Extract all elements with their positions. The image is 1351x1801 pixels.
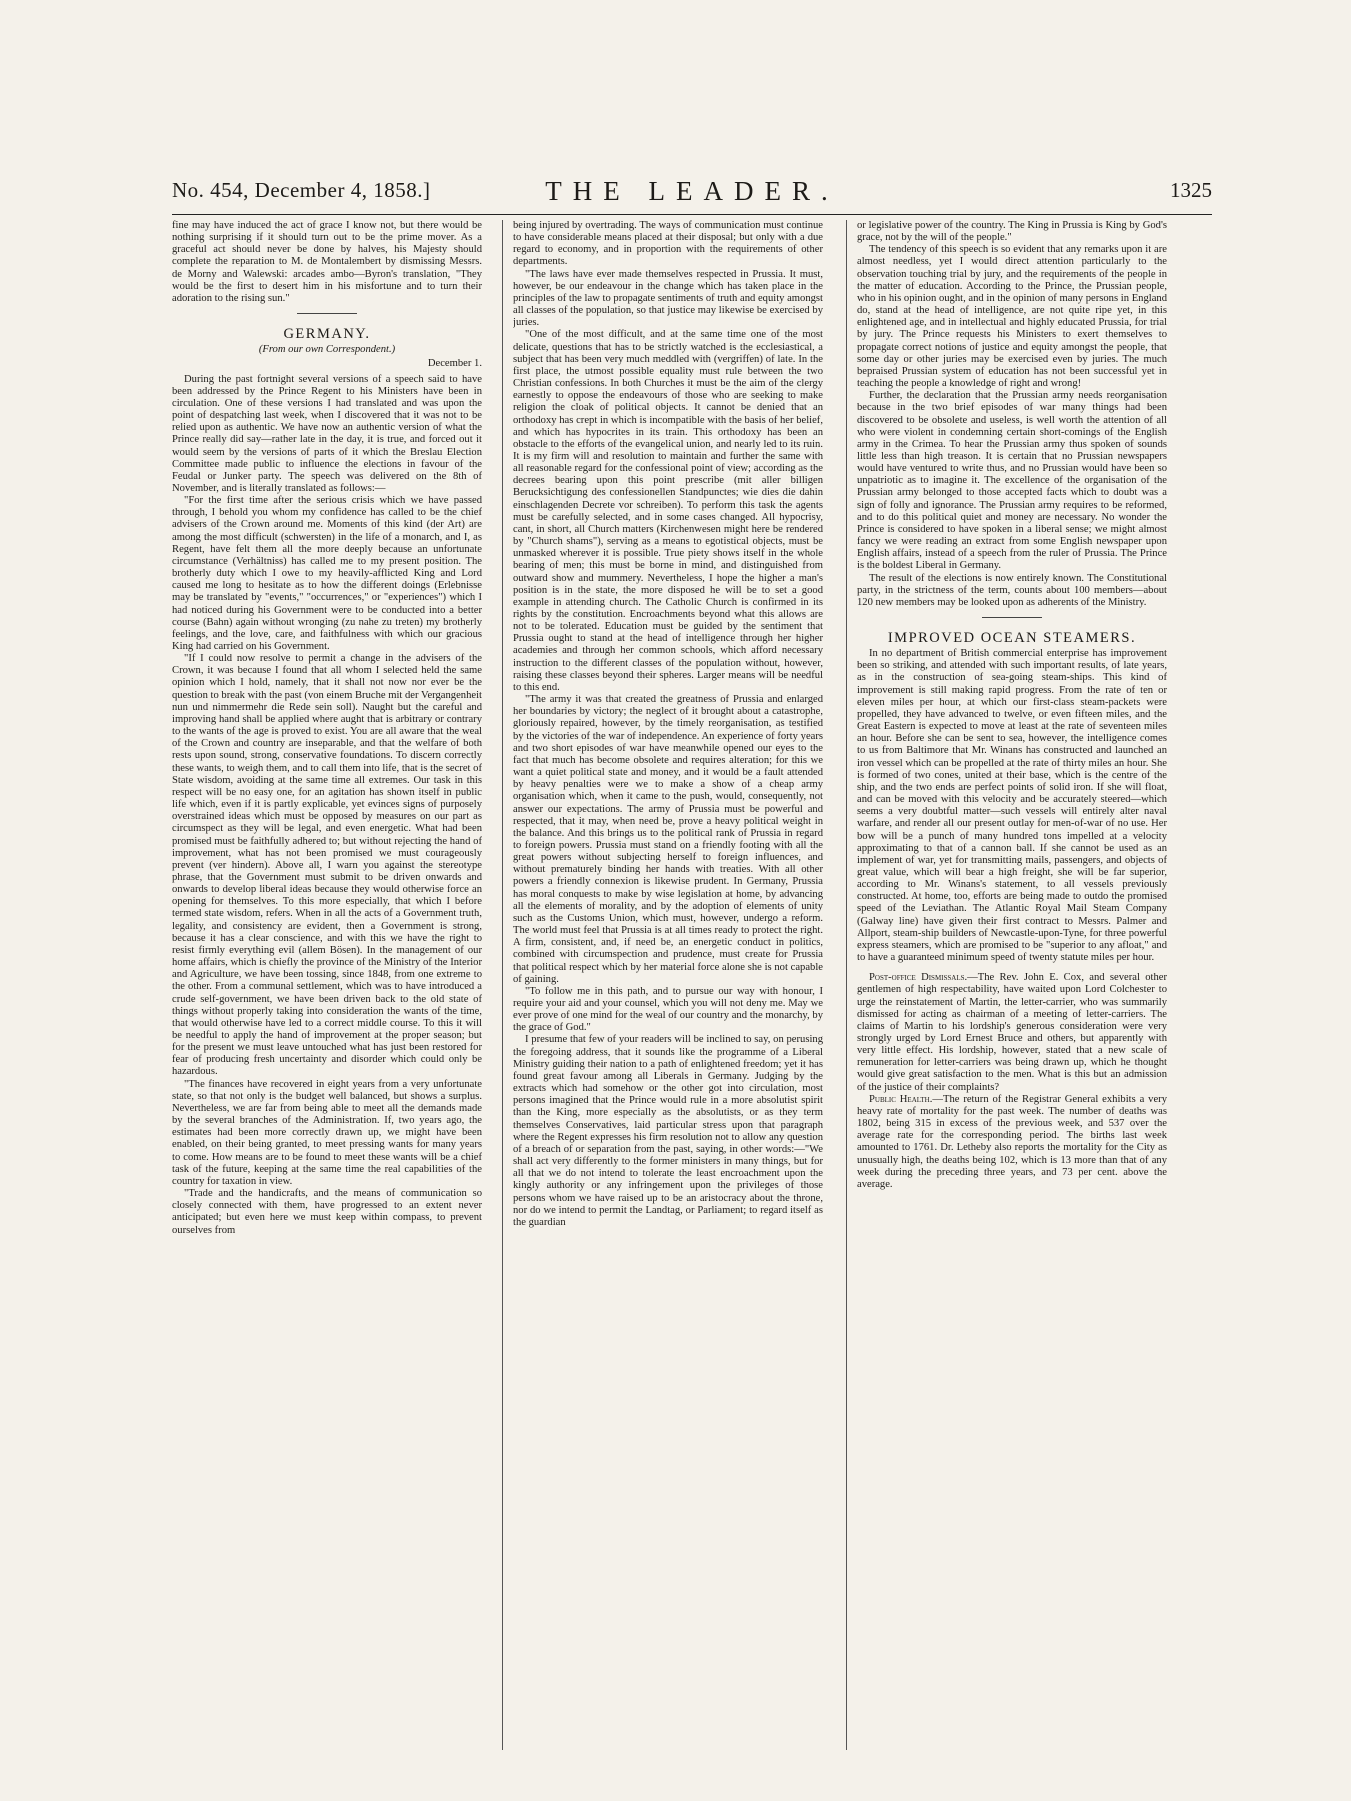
section-divider <box>297 313 357 314</box>
column-rule <box>502 220 503 1750</box>
article-paragraph: In no department of British commercial enterprise has improvement been so striking, and attended with such important results, of late years, as in the construction of sea-going steam-ships. This kind of improvement is still making rapid progress. From the rate of ten or eleven miles per hour, at which our first-class steam-packets were propelled, they have advanced to twelve, or even fifteen miles, and the Great Eastern is expected to move at least at the rate of seventeen miles an hour. Before she can be sent to sea, however, the intelligence comes to us from Baltimore that Mr. Winans has constructed and launched an iron vessel which can be propelled at the rate of thirty miles an hour. She is formed of two cones, united at their base, which is the centre of the ship, and the two ends are perfect points of solid iron. If she will float, and can be moved with this velocity and be accurately steered—which seems a very doubtful matter—such vessels will entirely alter naval warfare, and render all our present outlay for men-of-war of no use. Her bow will be a punch of many hundred tons impelled at a velocity approximating to that of a cannon ball. If she cannot be used as an implement of war, yet for transmitting mails, passengers, and objects of great value, which will bear a high freight, she will be far superior, according to Mr. Winans's statement, to all vessels previously constructed. At home, too, efforts are being made to outdo the promised speed of the Leviathan. The Atlantic Royal Mail Steam Company (Galway line) have given their first contract to Messrs. Palmer and Allport, steam-ship builders of Newcastle-upon-Tyne, for three powerful express steamers, which are promised to be "superior to any afloat," and to have a guaranteed minimum speed of twenty statute miles per hour. <box>857 648 1167 964</box>
news-item-lead: Public Health. <box>869 1093 933 1105</box>
germany-date: December 1. <box>427 358 482 370</box>
article-paragraph: "For the first time after the serious crisis which we have passed through, I behold you whom my confidence has called to be the chief advisers of the Crown around me. Moments of this kind (der Art) are among the most difficult (schwersten) in the life of a monarch, and I, as Regent, have felt them all the more deeply because an unfortunate circumstance (Verhältniss) has called me to my present position. The brotherly duty which I owe to my heavily-afflicted King and Lord caused me long to hesitate as to how the different doings (Erlebnisse may be translated by "events," "occurrences," or "experiences") which I had noticed during his Government were to be conducted into a better course (Bahn) again without wronging (zu nahe zu treten) my brotherly feelings, and the love, care, and faithfulness with which our gracious King had carried on his Government. <box>172 495 482 652</box>
article-paragraph: Further, the declaration that the Prussian army needs reorganisation because in the two brief episodes of war many things had been discovered to be obsolete and useless, is well worth the attention of all who were violent in condemning certain short-comings of the English army in the Crimea. To hear the Prussian army thus spoken of sounds little less than high treason. It is certain that no Prussian newspapers would have ventured to write thus, and no Prussian would have been so unpatriotic as to imagine it. The excellence of the organisation of the Prussian army belonged to those accepted facts which to doubt was a sign of folly and ignorance. The Prussian army requires to be reformed, and to do this political quiet and money are necessary. No wonder the Prince is considered to have spoken in a liberal sense; we might almost fancy we were reading an extract from some English newspaper upon English affairs, instead of a speech from the ruler of Prussia. The Prince is the boldest Liberal in Germany. <box>857 390 1167 572</box>
germany-heading: GERMANY. <box>283 326 371 343</box>
news-item-body: —The return of the Registrar General exhibits a very heavy rate of mortality for the past week. The number of deaths was 1802, being 315 in excess of the previous week, and 537 over the average rate for the corresponding period. The births last week amounted to 1761. Dr. Letheby also reports the mortality for the City as unusually high, the deaths being 102, which is 13 more than that of any week during the preceding three years, and 73 per cent. above the average. <box>857 1093 1167 1190</box>
page-number: 1325 <box>1170 178 1212 202</box>
masthead <box>172 178 1212 215</box>
column-1 <box>172 220 482 1750</box>
article-paragraph: "To follow me in this path, and to pursue our way with honour, I require your aid and your counsel, which you will not deny me. May we ever prove of one mind for the weal of our country and the monarchy, by the grace of God." <box>513 985 823 1034</box>
article-paragraph: "The army it was that created the greatness of Prussia and enlarged her boundaries by victory; the neglect of it brought about a catastrophe, gloriously repaired, however, by the timely reorganisation, as testified by the victories of the war of independence. An experience of forty years and two short episodes of war have meanwhile opened our eyes to the fact that much has become obsolete and requires alteration; for this we want a quiet political state and money, and it would be a fault attended by heavy penalties were we to make a show of a cheap army organisation which, when it came to the push, would, consequently, not answer our expectations. The army of Prussia must be powerful and respected, that it may, when need be, prove a heavy political weight in the balance. And this brings us to the political rank of Prussia in regard to foreign powers. Prussia must stand on a friendly footing with all the great powers without subjecting herself to foreign influences, and without prematurely binding her hands with treaties. With all other powers a friendly connexion is likewise prudent. In Germany, Prussia has moral conquests to make by wise legislation at home, by advancing all the elements of morality, and by the adoption of elements of unity such as the Customs Union, which must, however, undergo a reform. The world must feel that Prussia is at all times ready to protect the right. A firm, consistent, and, if need be, an energetic conduct in politics, combined with circumspection and prudence, must create for Prussia that political respect which by her material force alone she is not capable of gaining. <box>513 694 823 985</box>
steamers-heading: IMPROVED OCEAN STEAMERS. <box>887 630 1137 646</box>
newspaper-title: THE LEADER. <box>545 176 839 206</box>
article-paragraph: "If I could now resolve to permit a change in the advisers of the Crown, it was because I found that all whom I selected held the same opinion which I hold, namely, that it shall not now nor ever be the question to break with the past (von einem Bruche mit der Vergangenheit nun und nimmermehr die Rede sein soll). Naught but the careful and improving hand shall be applied where aught that is arbitrary or contrary to the wants of the age is proved to exist. You are all aware that the weal of the Crown and country are inseparable, and that the welfare of both rests upon sound, strong, conservative foundations. To discern correctly these wants, to weigh them, and to call them into life, that is the secret of State wisdom, avoiding at the same time all extremes. Our task in this respect will be no easy one, for an agitation has shown itself in public life which, even if it is partly explicable, yet evinces signs of purposely overstrained ideas which must be opposed by measures on our part as circumspect as they will be legal, and even energetic. What had been promised must be faithfully adhered to; but without rejecting the hand of improvement, what has not been promised we must courageously prevent (ver hindern). Above all, I warn you against the stereotype phrase, that the Government must submit to be driven onwards and onwards to develop liberal ideas because they would otherwise force an opening for themselves. To this more especially, that which I before termed state wisdom, refers. When in all the acts of a Government truth, legality, and consistency are evident, then a Government is strong, because it has a clear conscience, and with this we have the right to resist firmly everything evil (allem Bösen). In the management of our home affairs, which is chiefly the province of the Ministry of the Interior and Agriculture, we have been tossing, since 1848, from one extreme to the other. From a communal settlement, which was to have introduced a crude self-government, we have been driven back to the old state of things without properly taking into consideration the wants of the time, that would otherwise have led to a correct middle course. To this it will be needful to apply the hand of improvement at the proper season; but for the present we must leave untouched what has just been restored for fear of producing fresh uncertainty and disorder which could only be hazardous. <box>172 653 482 1078</box>
news-item <box>857 972 1167 1094</box>
news-item-body: —The Rev. John E. Cox, and several other gentlemen of high respectability, have waited upon Lord Colchester to urge the reinstatement of Martin, the letter-carrier, who was summarily dismissed for acting as chairman of a meeting of letter-carriers. The claims of Martin to his lordship's generous consideration were very strongly urged by Lord Ernest Bruce and others, but apparently with very little effect. His lordship, however, stated that a new scale of remuneration for letter-carriers was being drawn up, which he thought would give great satisfaction to the men. What is this but an admission of the justice of their complaints? <box>857 972 1167 1093</box>
article-paragraph: being injured by overtrading. The ways of communication must continue to have considerable means placed at their disposal; but only with a due regard to economy, and in proportion with the requirements of other departments. <box>513 220 823 268</box>
article-paragraph: or legislative power of the country. The King in Prussia is King by God's grace, not by the will of the people." <box>857 220 1167 244</box>
column-rule <box>846 220 847 1750</box>
news-item <box>857 1094 1167 1191</box>
article-paragraph: "One of the most difficult, and at the same time one of the most delicate, questions that has to be strictly watched is the ecclesiastical, a subject that has been very much meddled with (vergriffen) of late. In the first place, the utmost possible equality must rule between the two Christian confessions. In both Churches it must be the aim of the clergy earnestly to oppose the endeavours of those who are seeking to make religion the cloak of political objects. It cannot be denied that an orthodoxy has crept in which is incompatible with the basis of her belief, and which has hypocrites in its train. This orthodoxy has been an obstacle to the efforts of the evangelical union, and nearly led to its ruin. It is my firm will and resolution to maintain and further the same with all reasonable regard for the confessional point of view; according as the decrees bearing upon this point prescribe (mit aller billigen Berucksichtigung des confessionellen Standpunctes; wie dies die dahin einschlagenden Decrete vor schreiben). To perform this task the agents must be carefully selected, and in some cases changed. All hypocrisy, cant, in short, all Church matters (Kirchenwesen might here be rendered by "Church shams"), serving as a means to egotistical objects, must be unmasked wherever it is possible. True piety shows itself in the whole bearing of men; this must be borne in mind, and distinguished from outward show and mummery. Nevertheless, I hope the higher a man's position is in the state, the more disposed he will be to set a good example in attending church. The Catholic Church is confirmed in its rights by the constitution. Encroachments beyond what this allows are not to be tolerated. Education must be guided by the sentiment that Prussia ought to stand at the head of intelligence through her higher academies and through her common schools, which afford necessary instruction to the different classes of the population without, however, raising these classes beyond their spheres. Larger means will be needful to this end. <box>513 329 823 693</box>
article-paragraph: "The finances have recovered in eight years from a very unfortunate state, so that not only is the budget well balanced, but shows a surplus. Nevertheless, we are far from being able to meet all the demands made by the several branches of the Administration. If, two years ago, the estimates had been more correctly drawn up, we might have been enabled, on their being granted, to meet pressing wants for many years to come. How means are to be found to meet these wants will be a chief task of the future, keeping at the same time the real capabilities of the country for taxation in view. <box>172 1078 482 1187</box>
column-2 <box>513 220 823 1750</box>
article-paragraph: The tendency of this speech is so evident that any remarks upon it are almost needless, yet I would direct attention particularly to the observation touching trial by jury, and the requirements of the people in the matter of education. According to the Prince, the Prussian people, who in his opinion ought, and in the opinion of many persons in England do, stand at the head of intelligence, are not quite ripe yet, in this enlightened age, and in intellectual and highly educated Prussia, for trial by jury. The Prince requests his Ministers to exert themselves to propagate correct notions of justice and equity amongst the people, that some day or other juries may be exercised even by juries. The much bepraised Prussian system of education has not been successful yet in teaching the people a knowledge of right and wrong! <box>857 244 1167 390</box>
germany-subtitle: (From our own Correspondent.) <box>258 344 396 356</box>
issue-date: No. 454, December 4, 1858.] <box>172 178 431 202</box>
news-item-lead: Post-office Dismissals. <box>869 972 968 984</box>
article-paragraph: I presume that few of your readers will be inclined to say, on perusing the foregoing address, that it sounds like the programme of a Liberal Ministry guiding their nation to a path of enlightened freedom; yet it has found great favour among all Liberals in Germany. Judging by the extracts which had somehow or the other got into circulation, most persons imagined that the Prince would rule in a more absolutist spirit than the King, more especially as the absolutists, or as they term themselves Conservatives, laid particular stress upon that paragraph where the Regent expresses his firm resolution not to allow any question of a breach of or separation from the past, saying, in other words:—"We shall act very differently to the former ministers in many things, but for all that we do not intend to tolerate the least encroachment upon the kingly authority or any infringement upon the privileges of those persons whom we have raised up to be an aristocracy about the throne, nor do we intend to permit the Landtag, or Parliament; to regard itself as the guardian <box>513 1034 823 1228</box>
article-paragraph: "Trade and the handicrafts, and the means of communication so closely connected with them, have progressed to an extent never anticipated; but even here we must keep within compass, to prevent ourselves from <box>172 1188 482 1236</box>
section-divider <box>982 617 1042 618</box>
article-paragraph: "The laws have ever made themselves respected in Prussia. It must, however, be our endeavour in the change which has taken place in the principles of the law to propagate sentiments of truth and equity amongst all classes of the population, so that justice may likewise be exercised by juries. <box>513 268 823 329</box>
article-paragraph: During the past fortnight several versions of a speech said to have been addressed by the Prince Regent to his Ministers have been in circulation. One of these versions I had translated and was upon the point of despatching last week, when I discovered that it was not to be relied upon as authentic. We have now an authentic version of what the Prince really did say—rather late in the day, it is true, and forced out it would seem by the versions of parts of it which the Breslau Election Committee made public to influence the elections in favour of the Feudal or Junker party. The speech was delivered on the 8th of November, and is literally translated as follows:— <box>172 373 482 494</box>
article-paragraph: The result of the elections is now entirely known. The Constitutional party, in the strictness of the term, counts about 100 members—about 120 new members may be looked upon as adherents of the Ministry. <box>857 572 1167 608</box>
column-3 <box>857 220 1167 1750</box>
article-paragraph: fine may have induced the act of grace I know not, but there would be nothing surprising if it should turn out to be the prime mover. As a graceful act should never be done by halves, his Majesty should complete the reparation to M. de Montalembert by dismissing Messrs. de Morny and Walewski: arcades ambo—Byron's translation, "They would be the first to desert him in his misfortune and to turn their adoration to the rising sun." <box>172 220 482 304</box>
